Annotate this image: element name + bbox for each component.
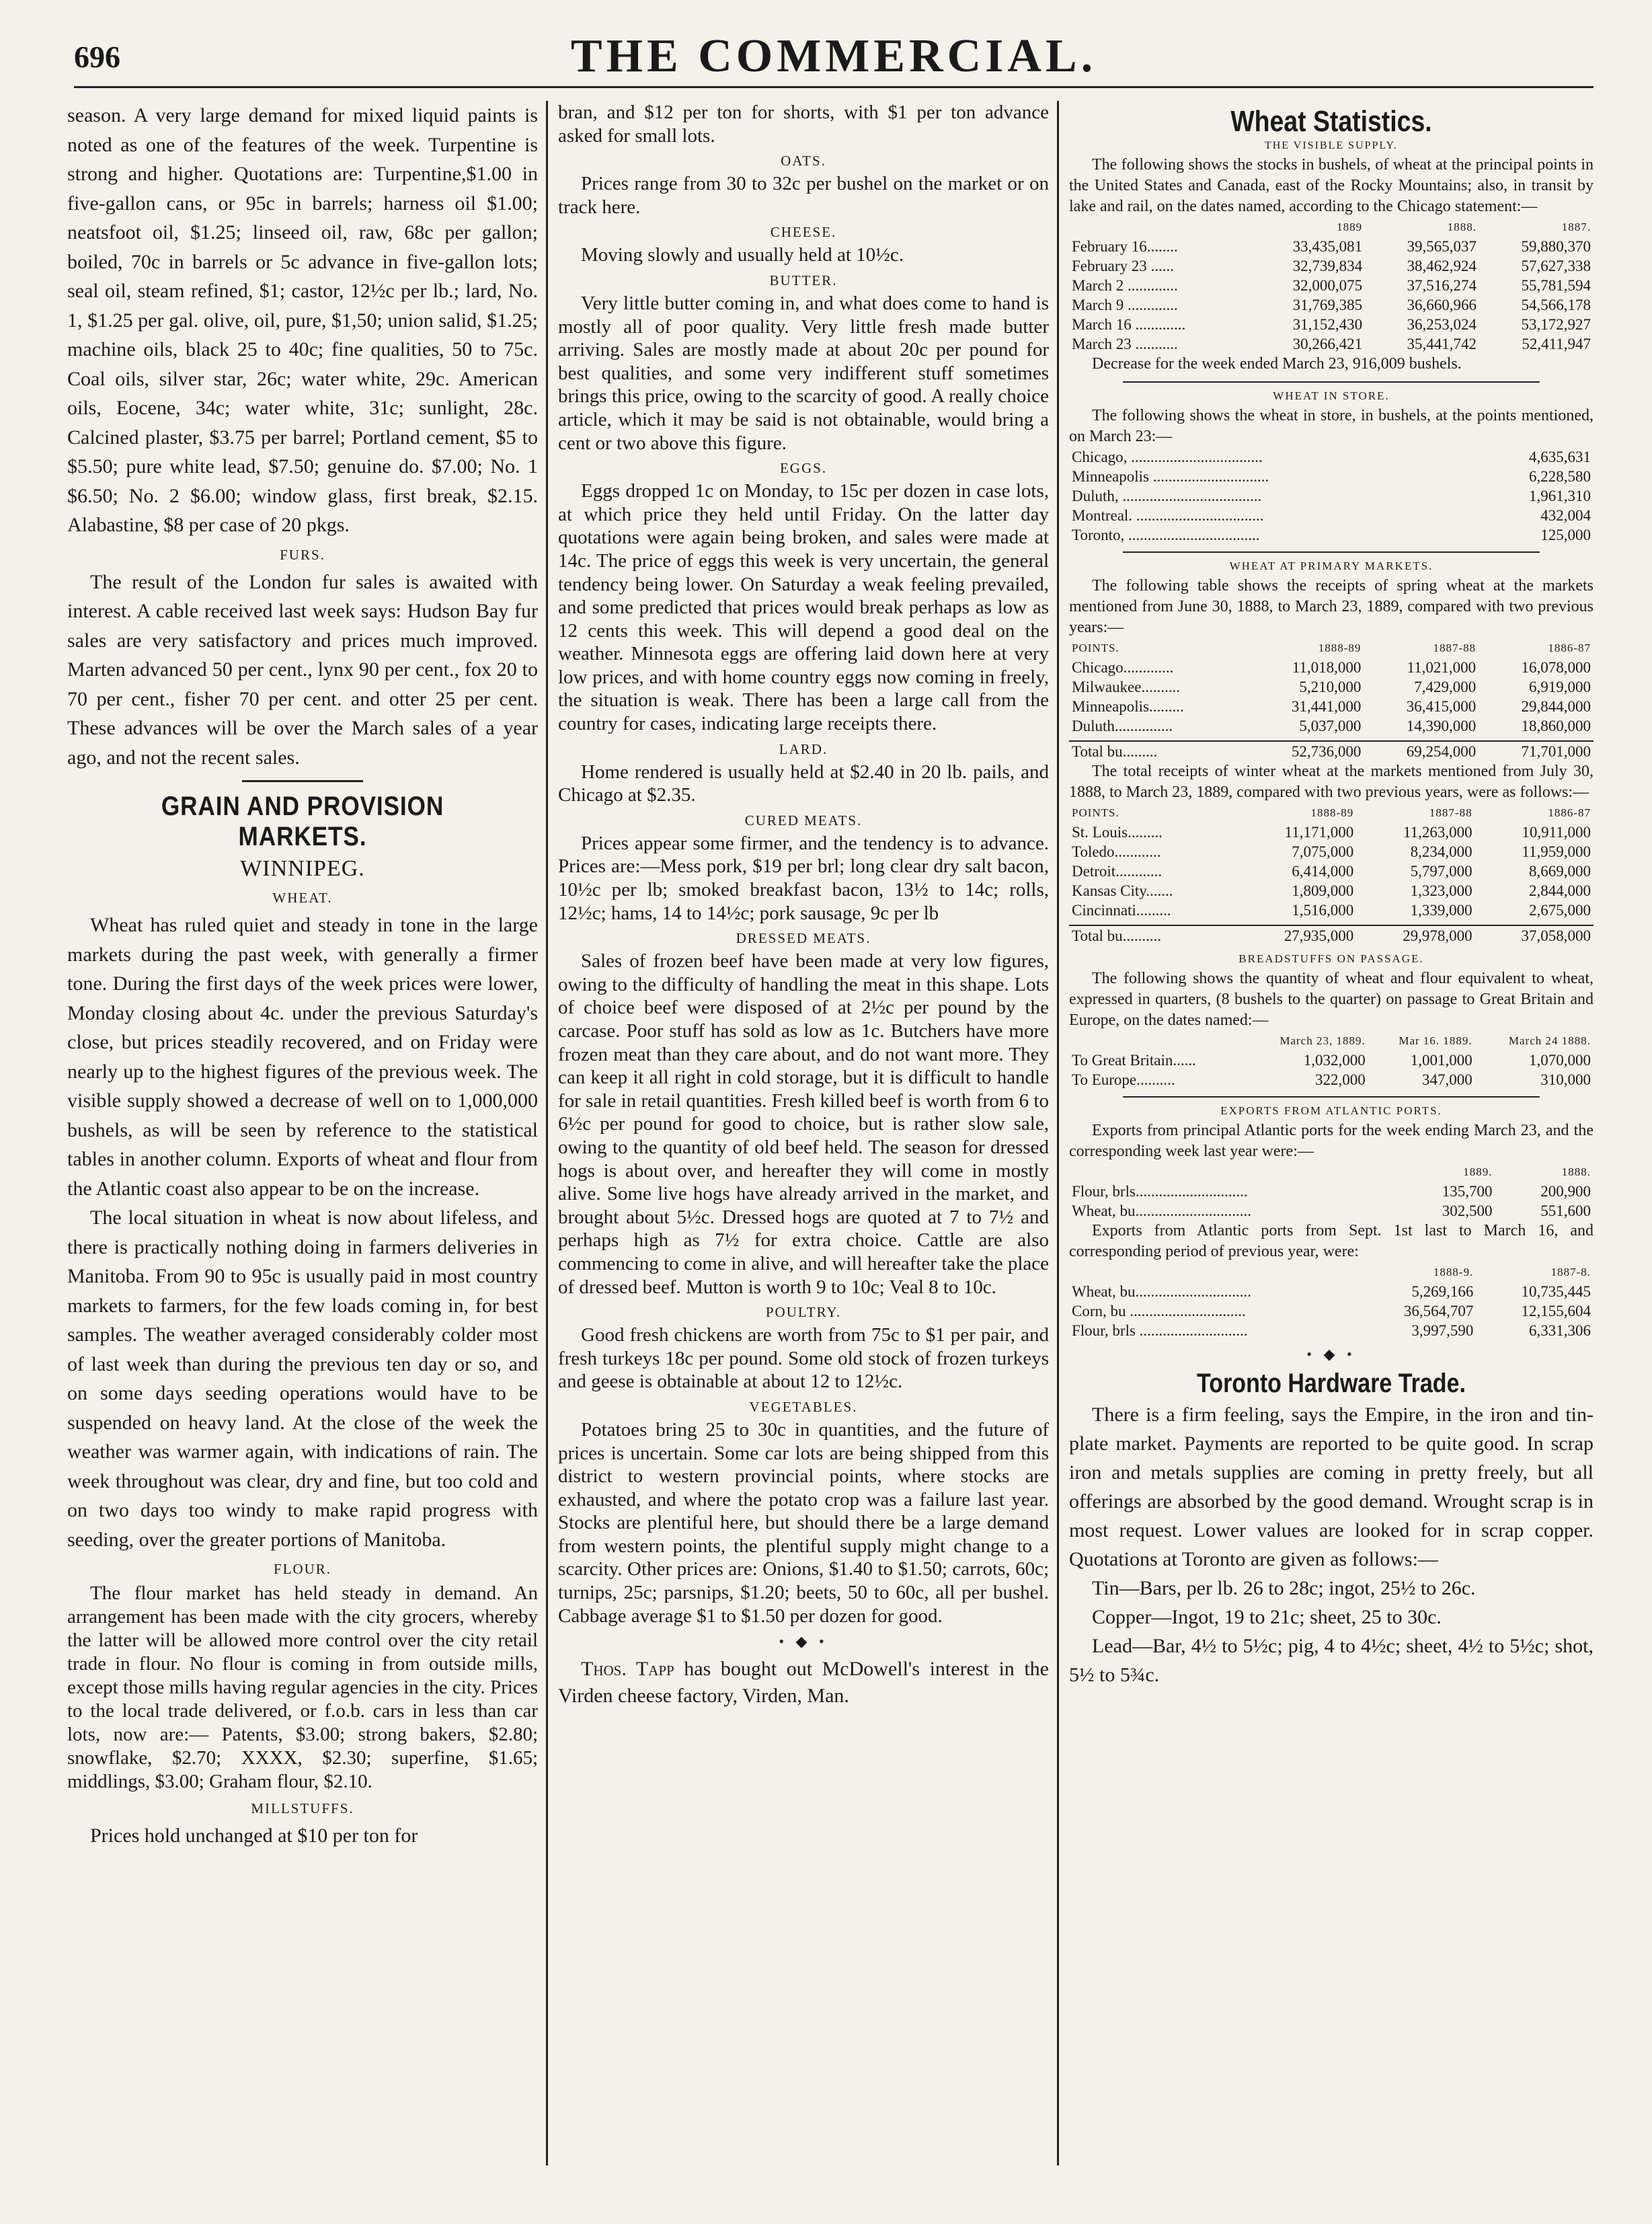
oats-heading: OATS. [781, 153, 826, 169]
table-row [1069, 881, 1594, 900]
cell: 1,809,000 [1292, 882, 1354, 899]
tapp-text: has bought out McDowell's interest in the Virden cheese factory, Virden, Man. [558, 1658, 1049, 1708]
butter-paragraph: Very little butter coming in, and what does come to hand is mostly all of poor quality. Very little fresh made butter arriving. Sales are mostly made at about 20c per pound for best qualities, and some very indifferent stuff sometimes brings this price, owing to the scarcity of good. A really choice article, which it may be said is not obtainable, would bring a cent or two above this figure. [558, 292, 1049, 454]
total-row [1069, 741, 1594, 761]
cell: 11,171,000 [1284, 824, 1354, 841]
ornament-divider: • ◆ • [779, 1633, 828, 1650]
wheat-statistics-heading: Wheat Statistics. [1230, 105, 1432, 138]
column-header: 1889. [1463, 1165, 1493, 1178]
column-header: POINTS. [1072, 806, 1119, 819]
table-row [1069, 822, 1594, 842]
eggs-heading: EGGS. [779, 460, 828, 477]
year-header: 1889 [1337, 221, 1363, 233]
page-header [74, 27, 1594, 81]
cell: 37,058,000 [1475, 925, 1594, 946]
cell: 53,172,927 [1521, 316, 1591, 333]
column-header: 1888-89 [1310, 806, 1354, 819]
cell: 32,739,834 [1292, 258, 1363, 274]
cell: 29,844,000 [1521, 698, 1591, 715]
passage-table [1069, 1031, 1594, 1089]
cell: 29,978,000 [1356, 925, 1474, 946]
cell: 8,669,000 [1529, 863, 1591, 880]
table-header-row [1069, 803, 1594, 822]
cell: 7,075,000 [1292, 843, 1354, 860]
cell: 1,323,000 [1410, 882, 1472, 899]
cured-meats-heading: CURED MEATS. [744, 812, 863, 829]
breadstuffs-passage-intro: The following shows the quantity of wheat and flour equivalent to wheat, expressed in quarters, (8 bushels to the quarter) on passage to Great Britain and Europe, on the dates named:— [1069, 970, 1594, 1029]
cell: 31,441,000 [1291, 698, 1362, 715]
table-row [1069, 525, 1594, 545]
table-row [1069, 1321, 1594, 1340]
column-header: Mar 16. 1889. [1399, 1034, 1472, 1047]
cell: 16,078,000 [1521, 659, 1591, 676]
table-header-row [1069, 1031, 1594, 1050]
table-row [1069, 658, 1594, 677]
cell: 32,000,075 [1292, 277, 1363, 294]
table-row [1069, 237, 1594, 256]
wheat-paragraph-2: The local situation in wheat is now about lifeless, and there is practically nothing doing in farmers deliveries in Manitoba. From 90 to 95c is usually paid in most country markets to farmers, for the few loads coming in, for best samples. The weather averaged considerably colder most of last week than during the previous ten day or so, and on some days seeding operations would have to be suspended on heavy land. At the close of the week the weather was warmer again, with indications of rain. The week throughout was clear, dry and fine, but too cold and on two days too windy to make rapid progress with seeding, over the greater portions of Manitoba. [67, 1206, 538, 1551]
cell: 30,266,421 [1292, 336, 1363, 352]
cell: 37,516,274 [1407, 277, 1477, 294]
table-header-row [1069, 638, 1594, 658]
column-header: 1887-88 [1433, 642, 1477, 654]
row-label: Milwaukee.......... [1072, 679, 1180, 695]
table-row [1069, 1050, 1594, 1070]
table-header-row [1069, 1262, 1594, 1282]
cell: 1,070,000 [1529, 1052, 1591, 1069]
wheat-in-store-table [1069, 447, 1594, 545]
winnipeg-heading: WINNIPEG. [240, 856, 365, 881]
row-label: February 23 ...... [1072, 258, 1175, 274]
cell: 135,700 [1442, 1183, 1493, 1200]
cell: 27,935,000 [1238, 925, 1356, 946]
wheat-paragraph-1: Wheat has ruled quiet and steady in tone in the large markets during the past week, with generally a firmer tone. During the first days of the week prices were lower, Monday closing about 4c. under the previous Saturday's close, but prices steadily recovered, and on Friday were nearly up to the highest figures of the previous week. The visible supply showed a decrease of well on to 1,000,000 bushels, as will be seen by reference to the statistical tables in another column. Exports of wheat and flour from the Atlantic coast also appear to be on the increase. [67, 914, 538, 1200]
cell: 36,253,024 [1407, 316, 1477, 333]
table-row [1069, 315, 1594, 334]
row-label: Montreal. ................................. [1072, 507, 1264, 524]
cell: 57,627,338 [1521, 258, 1591, 274]
lard-paragraph: Home rendered is usually held at $2.40 in 20 lb. pails, and Chicago at $2.35. [558, 761, 1049, 806]
cell: 432,004 [1540, 507, 1591, 524]
cell: 33,435,081 [1292, 238, 1363, 255]
column-header: POINTS. [1072, 642, 1119, 654]
section-divider [1123, 381, 1540, 383]
cell: 1,032,000 [1303, 1052, 1366, 1069]
cell: 1,339,000 [1410, 902, 1472, 919]
table-row [1069, 334, 1594, 354]
cell: 71,701,000 [1479, 741, 1594, 761]
table-row [1069, 900, 1594, 920]
cell: 10,735,445 [1521, 1283, 1591, 1300]
cell: 347,000 [1421, 1071, 1472, 1088]
visible-decrease-note: Decrease for the week ended March 23, 916,009 bushels. [1092, 355, 1462, 373]
cell: 4,635,631 [1529, 449, 1591, 465]
cell: 6,331,306 [1529, 1322, 1591, 1339]
cured-meats-paragraph: Prices appear some firmer, and the tendency is to advance. Prices are:—Mess pork, $19 per brl; long clear dry salt bacon, 10½c per lb; smoked breakfast bacon, 13½ to 14c; rolls, 12½c; hams, 14 to 14½c; pork sausage, 9c per lb [558, 832, 1049, 924]
row-label: Flour, brls ............................ [1072, 1322, 1248, 1339]
cell: 11,021,000 [1407, 659, 1477, 676]
page-number: 696 [74, 40, 120, 74]
table-row [1069, 467, 1594, 486]
toronto-hardware-body [1069, 1400, 1594, 1689]
column-header: 1888-9. [1433, 1266, 1474, 1278]
winter-wheat-table [1069, 803, 1594, 946]
cell: 551,600 [1540, 1202, 1591, 1219]
row-label: Chicago, .................................. [1072, 449, 1263, 465]
exports-heading: EXPORTS FROM ATLANTIC PORTS. [1220, 1104, 1442, 1117]
exports-intro: Exports from principal Atlantic ports for the week ending March 23, and the corresponding week last year were:— [1069, 1122, 1594, 1160]
row-label: Kansas City....... [1072, 882, 1173, 899]
paints-oils-paragraph: season. A very large demand for mixed liquid paints is noted as one of the features of the week. Turpentine is strong and higher. Quotations are: Turpentine,$1.00 in five-gallon cans, or 95c in barrels; harness oil $1.00; neatsfoot oil, $1.25; linseed oil, raw, 68c per gallon; boiled, 70c in barrels or 5c advance in five-gallon lots; seal oil, steam refined, $1; castor, 12½c per lb.; lard, No. 1, $1.25 per gal. olive, oil, pure, $1,50; union salid, $1.25; machine oils, black 25 to 40c; fine qualities, 50 to 75c. Coal oils, silver star, 26c; water white, 29c. American oils, Eocene, 34c; water white, 31c; sunlight, 28c. Calcined plaster, $3.75 per barrel; Portland cement, $5 to $5.50; pure white lead, $7.50; genuine do. $7.00; No. 1 $6.50; No. 2 $6.00; window glass, first break, $2.15. Alabastine, $8 per case of 20 pkgs. [67, 104, 538, 536]
cell: 1,516,000 [1292, 902, 1354, 919]
cell: 14,390,000 [1406, 718, 1477, 734]
table-row [1069, 716, 1594, 736]
winter-wheat-intro: The total receipts of winter wheat at the markets mentioned from July 30, 1888, to March 23, 1889, compared with two previous years, were as follows:— [1069, 763, 1594, 801]
cell: 69,254,000 [1364, 741, 1479, 761]
row-label: Chicago............. [1072, 659, 1174, 676]
cell: 36,660,966 [1407, 297, 1477, 313]
cell: 125,000 [1540, 527, 1591, 543]
cell: 322,000 [1314, 1071, 1366, 1088]
cheese-paragraph: Moving slowly and usually held at 10½c. [581, 244, 904, 266]
visible-supply-intro: The following shows the stocks in bushels, of wheat at the principal points in the United States and Canada, east of the Rocky Mountains; also, in transit by lake and rail, on the dates named, according to the Chicago statement:— [1069, 156, 1594, 215]
row-label: Detroit............ [1072, 863, 1163, 880]
poultry-paragraph: Good fresh chickens are worth from 75c to $1 per pair, and fresh turkeys 18c per pound. Some old stock of frozen turkeys and geese is obtainable at about 12 to 12½c. [558, 1324, 1049, 1393]
visible-supply-table [1069, 217, 1594, 354]
visible-supply-heading: THE VISIBLE SUPPLY. [1264, 140, 1399, 151]
oats-paragraph: Prices range from 30 to 32c per bushel on the market or on track here. [558, 173, 1049, 218]
cell: 38,462,924 [1407, 258, 1477, 274]
column-header: 1886-87 [1548, 642, 1591, 654]
toronto-paragraph: There is a firm feeling, says the Empire, in the iron and tin-plate market. Payments are reported to be quite good. In scrap iron and metals supplies are coming in pretty freely, but all offerings are absorbed by the good demand. Wrought scrap is in most request. Lower values are looked for in scrap copper. Quotations at Toronto are given as follows:— [1069, 1404, 1594, 1570]
cell: 302,500 [1442, 1202, 1493, 1219]
vegetables-paragraph: Potatoes bring 25 to 30c in quantities, and the future of prices is uncertain. Some car lots are being shipped from this district to western provincial points, where stocks are exhausted, and where the potato crop was a failure last year. Stocks are plentiful here, but should there be a large demand from western points, the plentiful supply might change to a scarcity. Other prices are: Onions, $1.40 to $1.50; carrots, 60c; turnips, 25c; parsnips, $1.20; beets, 50 to 60c, all per bushel. Cabbage average $1 to $1.50 per dozen for good. [558, 1418, 1049, 1627]
cell: 18,860,000 [1521, 718, 1591, 734]
table-row [1069, 1070, 1594, 1089]
butter-heading: BUTTER. [769, 272, 838, 289]
column-header: 1887-88 [1429, 806, 1472, 819]
cell: 6,414,000 [1292, 863, 1354, 880]
tapp-notice [558, 1656, 1049, 1710]
vegetables-heading: VEGETABLES. [749, 1398, 858, 1415]
table-header-row [1069, 1162, 1594, 1182]
section-divider [242, 780, 363, 782]
furs-heading: FURS. [280, 546, 325, 563]
row-label: March 9 ............. [1072, 297, 1178, 313]
cell: 5,797,000 [1410, 863, 1472, 880]
cell: 11,018,000 [1292, 659, 1362, 676]
cell: 11,263,000 [1403, 824, 1472, 841]
year-header: 1888. [1447, 221, 1477, 233]
table-row [1069, 842, 1594, 861]
eggs-paragraph: Eggs dropped 1c on Monday, to 15c per dozen in case lots, at which price they held until Friday. On the latter day quotations were again being broken, and sales were made at 14c. The price of eggs this week is very uncertain, the general tendency being lower. On Saturday a weak feeling prevailed, and some predicted that prices would break perhaps as low as 12 cents this week. This will depend a good deal on the weather. Minnesota eggs are offering laid down here at very low prices, and with home country eggs now coming in freely, the situation is weak. There has been a large call from the country for cases, indicating large receipts there. [558, 480, 1049, 735]
total-row [1069, 925, 1594, 946]
cell: 3,997,590 [1411, 1322, 1474, 1339]
toronto-lead: Lead—Bar, 4½ to 5½c; pig, 4 to 4½c; sheet, 4½ to 5½c; shot, 5½ to 5¾c. [1069, 1635, 1594, 1686]
table-row [1069, 1182, 1594, 1201]
column-2 [558, 101, 1049, 2186]
dressed-meats-heading: DRESSED MEATS. [736, 930, 871, 947]
toronto-tin: Tin—Bars, per lb. 26 to 28c; ingot, 25½ to 26c. [1092, 1577, 1476, 1599]
cell: 31,769,385 [1292, 297, 1363, 313]
row-label: March 2 ............. [1072, 277, 1178, 294]
bran-paragraph: bran, and $12 per ton for shorts, with $1 per ton advance asked for small lots. [558, 102, 1049, 147]
cell: 6,919,000 [1529, 679, 1591, 695]
tapp-name: Thos. Tapp [581, 1658, 674, 1681]
cell: 31,152,430 [1292, 316, 1363, 333]
row-label: Cincinnati......... [1072, 902, 1171, 919]
row-label: Total bu......... [1069, 741, 1249, 761]
table-row [1069, 506, 1594, 525]
year-header: 1887. [1561, 221, 1591, 233]
column-header: March 24 1888. [1508, 1034, 1591, 1047]
spring-wheat-table [1069, 638, 1594, 761]
column-3 [1069, 101, 1594, 2186]
table-row [1069, 486, 1594, 506]
row-label: Wheat, bu.............................. [1072, 1283, 1252, 1300]
exports-season-table [1069, 1262, 1594, 1340]
row-label: March 16 ............. [1072, 316, 1186, 333]
row-label: March 23 ........... [1072, 336, 1178, 352]
wheat-in-store-heading: WHEAT IN STORE. [1273, 389, 1390, 402]
cell: 36,415,000 [1406, 698, 1477, 715]
row-label: Corn, bu .............................. [1072, 1303, 1246, 1319]
table-row [1069, 1201, 1594, 1221]
cell: 52,736,000 [1249, 741, 1364, 761]
table-row [1069, 256, 1594, 276]
table-header-row [1069, 217, 1594, 237]
column-header: March 23, 1889. [1280, 1034, 1366, 1047]
table-row [1069, 1282, 1594, 1301]
toronto-hardware-heading: Toronto Hardware Trade. [1197, 1369, 1466, 1398]
cell: 5,037,000 [1299, 718, 1362, 734]
furs-paragraph: The result of the London fur sales is awaited with interest. A cable received last week says: Hudson Bay fur sales are very satisfactory and prices much improved. Marten advanced 50 per cent., lynx 90 per cent., fox 20 to 70 per cent., fisher 70 per cent. and otter 25 per cent. These advances will be over the March sales of a year ago, and not the recent sales. [67, 570, 538, 769]
column-rule-2 [1057, 101, 1059, 2165]
row-label: Toronto, .................................. [1072, 527, 1260, 543]
cell: 54,566,178 [1521, 297, 1591, 313]
cell: 5,269,166 [1411, 1283, 1474, 1300]
column-header: 1886-87 [1548, 806, 1591, 819]
cell: 1,961,310 [1529, 488, 1591, 504]
millstuffs-paragraph: Prices hold unchanged at $10 per ton for [90, 1825, 418, 1847]
wheat-in-store-intro: The following shows the wheat in store, in bushels, at the points mentioned, on March 23:— [1069, 407, 1594, 445]
dressed-meats-paragraph: Sales of frozen beef have been made at very low figures, owing to the difficulty of handling the meat in this shape. Lots of choice beef were disposed of at 2½c per pound by the carcase. Poor stuff has sold as low as 1c. Butchers have more frozen meat than they care about, and do not want more. They can keep it all right in cold storage, but it is difficult to handle for sale in retail quantities. Fresh killed beef is worth from 6 to 6½c per pound for good to choice, but is rather slow sale, owing to the quantity of old beef held. The season for dressed hogs is about over, and hereafter they will come in mostly alive. Some live hogs have already arrived in the market, and brought about 5½c. Dressed hogs are quoted at 7 to 7½ and perhaps high as 7½ for extra choice. Cattle are also commencing to come in alive, and will hereafter take the place of dressed beef. Mutton is worth 9 to 10c; Veal 8 to 10c. [558, 950, 1049, 1298]
row-label: St. Louis......... [1072, 824, 1163, 841]
cell: 39,565,037 [1407, 238, 1477, 255]
row-label: Wheat, bu.............................. [1072, 1202, 1252, 1219]
flour-heading: FLOUR. [273, 1561, 332, 1577]
column-rule-1 [546, 101, 548, 2165]
exports-week-table [1069, 1162, 1594, 1221]
column-header: 1888. [1561, 1165, 1591, 1178]
wheat-heading: WHEAT. [272, 890, 333, 906]
grain-provision-heading: GRAIN AND PROVISION MARKETS. [161, 792, 444, 851]
row-label: February 16........ [1072, 238, 1178, 255]
breadstuffs-passage-heading: BREADSTUFFS ON PASSAGE. [1238, 952, 1424, 965]
table-row [1069, 447, 1594, 467]
cell: 5,210,000 [1299, 679, 1362, 695]
primary-markets-intro: The following table shows the receipts of spring wheat at the markets mentioned from June 30, 1888, to March 23, 1889, compared with two previous years:— [1069, 577, 1594, 636]
table-row [1069, 276, 1594, 295]
cell: 55,781,594 [1521, 277, 1591, 294]
flour-paragraph: The flour market has held steady in demand. An arrangement has been made with the city grocers, whereby the latter will be allowed more control over the city retail trade in flour. No flour is coming in from outside mills, except those mills having regular agencies in the city. Prices to the local trade delivered, or f.o.b. cars in less than car lots, now are:— Patents, $3.00; strong bakers, $2.80; snowflake, $2.70; XXXX, $2.30; superfine, $1.65; middlings, $3.00; Graham flour, $2.10. [67, 1582, 538, 1792]
row-label: Duluth............... [1072, 718, 1173, 734]
exports-season-intro: Exports from Atlantic ports from Sept. 1st last to March 16, and corresponding period of previous year, were: [1069, 1222, 1594, 1260]
cell: 12,155,604 [1521, 1303, 1591, 1319]
row-label: Minneapolis......... [1072, 698, 1184, 715]
table-row [1069, 1301, 1594, 1321]
row-label: Minneapolis .............................. [1072, 468, 1269, 485]
cell: 10,911,000 [1522, 824, 1591, 841]
column-header: 1888-89 [1318, 642, 1362, 654]
column-1 [67, 101, 538, 2186]
row-label: Flour, brls............................. [1072, 1183, 1248, 1200]
table-row [1069, 677, 1594, 697]
cell: 2,844,000 [1529, 882, 1591, 899]
toronto-copper: Copper—Ingot, 19 to 21c; sheet, 25 to 30c. [1092, 1606, 1442, 1628]
column-header: 1887-8. [1550, 1266, 1591, 1278]
row-label: To Europe.......... [1072, 1071, 1175, 1088]
cell: 52,411,947 [1522, 336, 1591, 352]
cheese-heading: CHEESE. [770, 224, 837, 241]
header-rule [74, 86, 1594, 88]
row-label: Toledo............ [1072, 843, 1161, 860]
row-label: Total bu.......... [1069, 925, 1238, 946]
ornament-divider: • ◆ • [1306, 1346, 1356, 1363]
lard-heading: LARD. [779, 740, 828, 757]
cell: 310,000 [1540, 1071, 1591, 1088]
cell: 2,675,000 [1529, 902, 1591, 919]
table-row [1069, 861, 1594, 881]
cell: 36,564,707 [1403, 1303, 1474, 1319]
cell: 1,001,000 [1410, 1052, 1472, 1069]
cell: 8,234,000 [1410, 843, 1472, 860]
millstuffs-heading: MILLSTUFFS. [251, 1800, 354, 1816]
table-row [1069, 697, 1594, 716]
masthead-title: THE COMMERCIAL. [570, 30, 1097, 82]
primary-markets-heading: WHEAT AT PRIMARY MARKETS. [1229, 560, 1433, 572]
section-divider [1123, 1096, 1540, 1098]
cell: 200,900 [1540, 1183, 1591, 1200]
cell: 6,228,580 [1529, 468, 1591, 485]
cell: 59,880,370 [1521, 238, 1591, 255]
section-divider [1123, 551, 1540, 553]
cell: 7,429,000 [1414, 679, 1477, 695]
cell: 35,441,742 [1407, 336, 1477, 352]
table-row [1069, 295, 1594, 315]
poultry-heading: POULTRY. [765, 1304, 842, 1321]
row-label: Duluth, .................................... [1072, 488, 1262, 504]
cell: 11,959,000 [1522, 843, 1591, 860]
row-label: To Great Britain...... [1072, 1052, 1196, 1069]
